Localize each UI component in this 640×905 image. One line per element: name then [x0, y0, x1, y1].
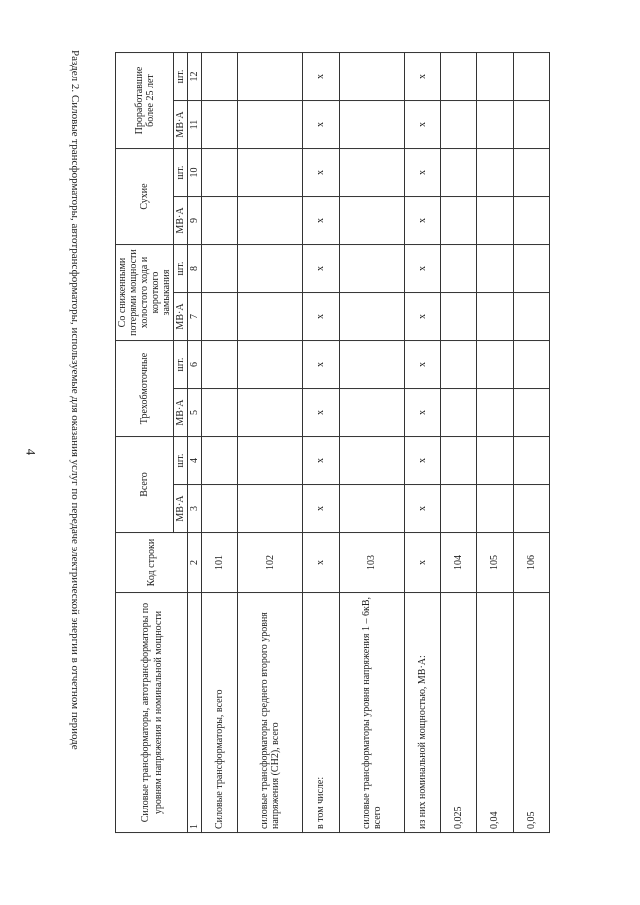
row-code: 106: [513, 533, 549, 593]
column-number: 9: [188, 197, 202, 245]
row-code: x: [404, 533, 440, 593]
row-label: из них номинальной мощностью, МВ·А:: [404, 593, 440, 833]
row-label: силовые трансформаторы среднего второго уровня напряжения (СН2), всего: [238, 593, 303, 833]
row-label: в том числе:: [303, 593, 339, 833]
data-cell: x: [303, 197, 339, 245]
unit-mva: МВ·А: [174, 101, 188, 149]
data-cell: [238, 389, 303, 437]
row-code: 101: [202, 533, 238, 593]
data-cell: [477, 245, 513, 293]
data-cell: [440, 293, 476, 341]
row-label: Силовые трансформаторы, всего: [202, 593, 238, 833]
table-row: [440, 53, 476, 833]
table-row: [238, 53, 303, 833]
data-cell: [238, 485, 303, 533]
row-label: 0,025: [440, 593, 476, 833]
data-cell: x: [404, 101, 440, 149]
data-cell: [513, 389, 549, 437]
column-number: 6: [188, 341, 202, 389]
data-cell: [513, 53, 549, 101]
data-cell: [440, 437, 476, 485]
data-cell: [477, 341, 513, 389]
data-cell: x: [303, 341, 339, 389]
data-cell: x: [303, 53, 339, 101]
data-cell: x: [303, 389, 339, 437]
data-cell: [477, 389, 513, 437]
table-row: [513, 53, 549, 833]
group-header: Со сниженными потерями мощности холостого хода и короткого замыкания: [116, 245, 174, 341]
row-code: 103: [339, 533, 404, 593]
row-label: 0,05: [513, 593, 549, 833]
page-number: 4: [23, 448, 39, 456]
data-cell: [440, 245, 476, 293]
data-cell: x: [303, 149, 339, 197]
data-cell: [477, 53, 513, 101]
data-cell: x: [303, 485, 339, 533]
data-cell: [339, 245, 404, 293]
data-cell: [339, 197, 404, 245]
unit-mva: МВ·А: [174, 197, 188, 245]
data-cell: [339, 149, 404, 197]
data-cell: x: [404, 389, 440, 437]
data-cell: [202, 389, 238, 437]
column-number: 8: [188, 245, 202, 293]
data-cell: [202, 245, 238, 293]
data-cell: [440, 341, 476, 389]
data-cell: [440, 149, 476, 197]
data-cell: x: [404, 293, 440, 341]
row-code: 102: [238, 533, 303, 593]
data-cell: [202, 341, 238, 389]
column-number: 3: [188, 485, 202, 533]
data-cell: x: [404, 149, 440, 197]
table-row: [202, 53, 238, 833]
unit-mva: МВ·А: [174, 485, 188, 533]
unit-pcs: шт.: [174, 53, 188, 101]
data-cell: [202, 101, 238, 149]
row-code: 105: [477, 533, 513, 593]
group-header: Проработавшие более 25 лет: [116, 53, 174, 149]
data-cell: x: [404, 53, 440, 101]
column-number: 12: [188, 53, 202, 101]
data-cell: x: [303, 245, 339, 293]
header-main: Силовые трансформаторы, автотрансформаторы по уровням напряжения и номинальной мощности: [116, 593, 188, 833]
row-code: x: [303, 533, 339, 593]
data-cell: [238, 149, 303, 197]
data-cell: [513, 437, 549, 485]
data-cell: [477, 485, 513, 533]
data-cell: x: [303, 293, 339, 341]
table-row: [477, 53, 513, 833]
data-cell: [513, 341, 549, 389]
transformers-table: [115, 52, 550, 833]
column-number: 5: [188, 389, 202, 437]
data-cell: x: [404, 341, 440, 389]
column-number: 1: [188, 593, 202, 833]
data-cell: [339, 101, 404, 149]
data-cell: [238, 53, 303, 101]
column-number: 11: [188, 101, 202, 149]
column-number: 2: [188, 533, 202, 593]
column-number: 7: [188, 293, 202, 341]
data-cell: x: [404, 245, 440, 293]
data-cell: [513, 197, 549, 245]
data-cell: [339, 389, 404, 437]
column-number: 4: [188, 437, 202, 485]
data-cell: [477, 293, 513, 341]
data-cell: [513, 485, 549, 533]
data-cell: [202, 437, 238, 485]
data-cell: [238, 245, 303, 293]
data-cell: x: [303, 101, 339, 149]
table-row: [339, 53, 404, 833]
data-cell: x: [404, 197, 440, 245]
data-cell: [202, 485, 238, 533]
data-cell: [238, 293, 303, 341]
group-header: Всего: [116, 437, 174, 533]
table-row: [303, 53, 339, 833]
row-code: 104: [440, 533, 476, 593]
unit-mva: МВ·А: [174, 389, 188, 437]
data-cell: [477, 101, 513, 149]
table-body: [202, 53, 550, 833]
column-number: 10: [188, 149, 202, 197]
unit-pcs: шт.: [174, 245, 188, 293]
section-title: Раздел 2. Силовые трансформаторы, автотрансформаторы, используемые для оказания услуг по передаче электрической энергии в отчетном периоде: [69, 50, 81, 750]
table-row: [404, 53, 440, 833]
header-code: Код строки: [116, 533, 188, 593]
data-cell: [238, 437, 303, 485]
data-cell: [238, 197, 303, 245]
data-cell: x: [404, 437, 440, 485]
data-cell: [339, 341, 404, 389]
data-cell: [202, 197, 238, 245]
data-cell: [339, 437, 404, 485]
data-cell: [440, 197, 476, 245]
data-cell: x: [404, 485, 440, 533]
data-cell: [339, 53, 404, 101]
data-cell: [339, 485, 404, 533]
data-cell: [513, 293, 549, 341]
data-cell: [477, 149, 513, 197]
data-cell: [238, 341, 303, 389]
group-header: Трехобмоточные: [116, 341, 174, 437]
unit-pcs: шт.: [174, 149, 188, 197]
data-cell: [238, 101, 303, 149]
data-cell: [440, 101, 476, 149]
row-label: 0,04: [477, 593, 513, 833]
data-cell: x: [303, 437, 339, 485]
data-cell: [477, 437, 513, 485]
data-cell: [513, 149, 549, 197]
data-cell: [202, 293, 238, 341]
data-cell: [440, 485, 476, 533]
data-cell: [477, 197, 513, 245]
data-cell: [202, 53, 238, 101]
data-cell: [513, 101, 549, 149]
data-cell: [440, 53, 476, 101]
unit-mva: МВ·А: [174, 293, 188, 341]
data-cell: [440, 389, 476, 437]
unit-pcs: шт.: [174, 437, 188, 485]
data-cell: [339, 293, 404, 341]
group-header: Сухие: [116, 149, 174, 245]
data-cell: [202, 149, 238, 197]
unit-pcs: шт.: [174, 341, 188, 389]
row-label: силовые трансформаторы уровня напряжения 1 – 6кВ, всего: [339, 593, 404, 833]
data-cell: [513, 245, 549, 293]
